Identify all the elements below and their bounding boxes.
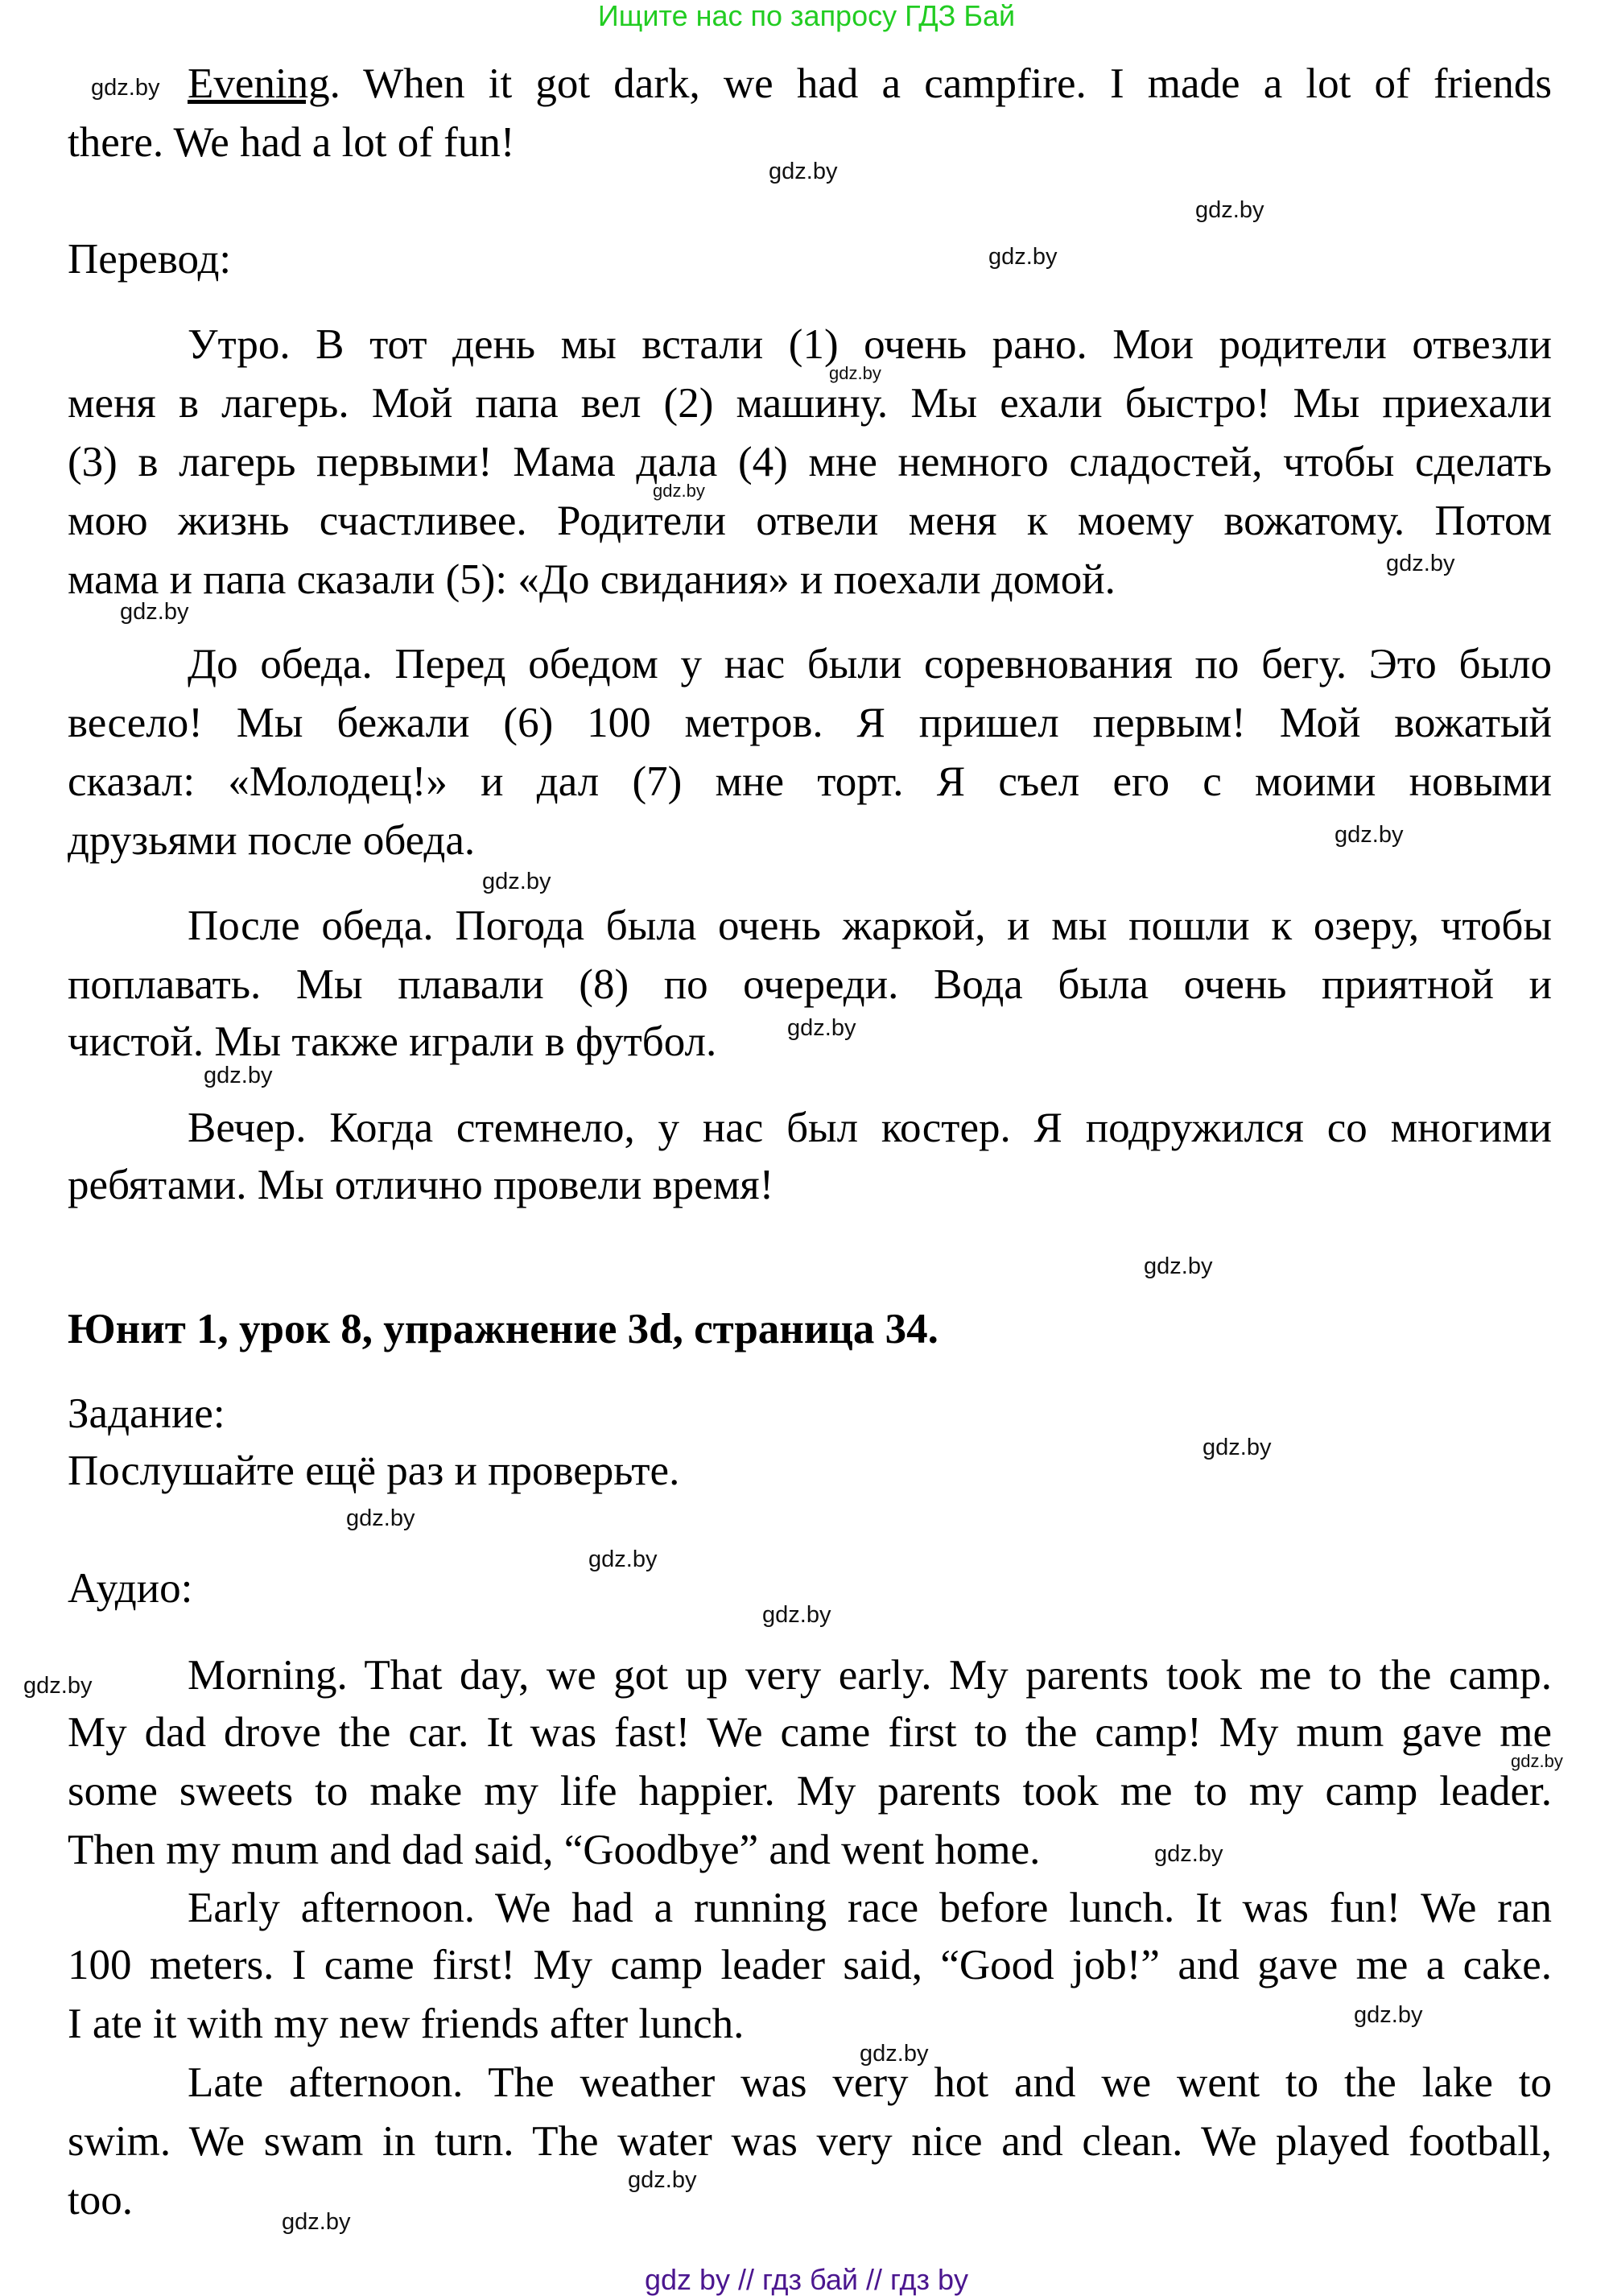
- footer-links[interactable]: gdz by // гдз бай // гдз by: [644, 2263, 969, 2296]
- watermark: gdz.by: [1511, 1751, 1563, 1771]
- text-line: Вечер. Когда стемнело, у нас был костер. Я подружился со многими: [188, 1105, 1552, 1151]
- text-line: поплавать. Мы плавали (8) по очереди. Вода была очень приятной и: [68, 961, 1552, 1008]
- watermark: gdz.by: [1144, 1253, 1213, 1279]
- text-line: ребятами. Мы отлично провели время!: [68, 1162, 774, 1208]
- text-line: I ate it with my new friends after lunch.: [68, 2001, 745, 2047]
- watermark: gdz.by: [282, 2209, 351, 2235]
- watermark: gdz.by: [1195, 197, 1264, 223]
- text-line: My dad drove the car. It was fast! We came first to the camp! My mum gave me: [68, 1709, 1552, 1756]
- text-line: До обеда. Перед обедом у нас были соревнования по бегу. Это было: [188, 641, 1552, 688]
- text-line: swim. We swam in turn. The water was very nice and clean. We played football,: [68, 2118, 1552, 2165]
- exercise-heading: Юнит 1, урок 8, упражнение 3d, страница 34.: [68, 1306, 939, 1352]
- watermark: gdz.by: [860, 2041, 929, 2067]
- translation-label: Перевод:: [68, 236, 232, 283]
- text-line: too.: [68, 2177, 133, 2224]
- watermark: gdz.by: [204, 1063, 273, 1088]
- watermark: gdz.by: [482, 869, 551, 894]
- watermark: gdz.by: [628, 2167, 697, 2193]
- watermark: gdz.by: [653, 481, 705, 501]
- watermark: gdz.by: [91, 75, 160, 101]
- text-line: мама и папа сказали (5): «До свидания» и поехали домой.: [68, 556, 1116, 603]
- audio-label: Аудио:: [68, 1565, 193, 1612]
- watermark: gdz.by: [23, 1673, 93, 1699]
- watermark: gdz.by: [1335, 822, 1404, 848]
- watermark: gdz.by: [762, 1602, 831, 1628]
- search-banner[interactable]: Ищите нас по запросу ГДЗ Бай: [597, 0, 1016, 32]
- watermark: gdz.by: [1386, 551, 1455, 576]
- text-line: (3) в лагерь первыми! Мама дала (4) мне немного сладостей, чтобы сделать: [68, 439, 1552, 485]
- text-line: мою жизнь счастливее. Родители отвели меня к моему вожатому. Потом: [68, 498, 1552, 544]
- watermark: gdz.by: [787, 1015, 856, 1041]
- watermark: gdz.by: [1203, 1435, 1272, 1460]
- text-line: весело! Мы бежали (6) 100 метров. Я пришел первым! Мой вожатый: [68, 700, 1552, 746]
- watermark: gdz.by: [588, 1546, 658, 1572]
- text-line: Late afternoon. The weather was very hot and we went to the lake to: [188, 2059, 1552, 2106]
- text-line: [188, 55, 1552, 113]
- task-label: Задание:: [68, 1390, 225, 1437]
- text-span: . When it got dark, we had a campfire. I made a lot of friends: [329, 60, 1552, 107]
- task-text: Послушайте ещё раз и проверьте.: [68, 1447, 680, 1494]
- text-line: there. We had a lot of fun!: [68, 119, 515, 166]
- text-line: меня в лагерь. Мой папа вел (2) машину. Мы ехали быстро! Мы приехали: [68, 380, 1552, 427]
- text-line: чистой. Мы также играли в футбол.: [68, 1018, 717, 1065]
- section-label-evening: Evening: [188, 60, 330, 107]
- watermark: gdz.by: [120, 599, 189, 625]
- text-line: Утро. В тот день мы встали (1) очень рано. Мои родители отвезли: [188, 321, 1552, 368]
- text-line: После обеда. Погода была очень жаркой, и мы пошли к озеру, чтобы: [188, 902, 1552, 949]
- watermark: gdz.by: [346, 1505, 415, 1531]
- watermark: gdz.by: [1354, 2002, 1423, 2028]
- watermark: gdz.by: [1154, 1841, 1223, 1867]
- text-line: Early afternoon. We had a running race before lunch. It was fun! We ran: [188, 1885, 1552, 1931]
- text-line: some sweets to make my life happier. My parents took me to my camp leader.: [68, 1768, 1552, 1815]
- watermark: gdz.by: [769, 159, 838, 184]
- text-line: Morning. That day, we got up very early. My parents took me to the camp.: [188, 1652, 1552, 1699]
- text-line: Then my mum and dad said, “Goodbye” and went home.: [68, 1827, 1041, 1873]
- watermark: gdz.by: [829, 363, 881, 383]
- text-line: 100 meters. I came first! My camp leader said, “Good job!” and gave me a cake.: [68, 1942, 1552, 1988]
- watermark: gdz.by: [988, 244, 1058, 270]
- text-line: друзьями после обеда.: [68, 817, 476, 864]
- text-line: сказал: «Молодец!» и дал (7) мне торт. Я съел его с моими новыми: [68, 758, 1552, 805]
